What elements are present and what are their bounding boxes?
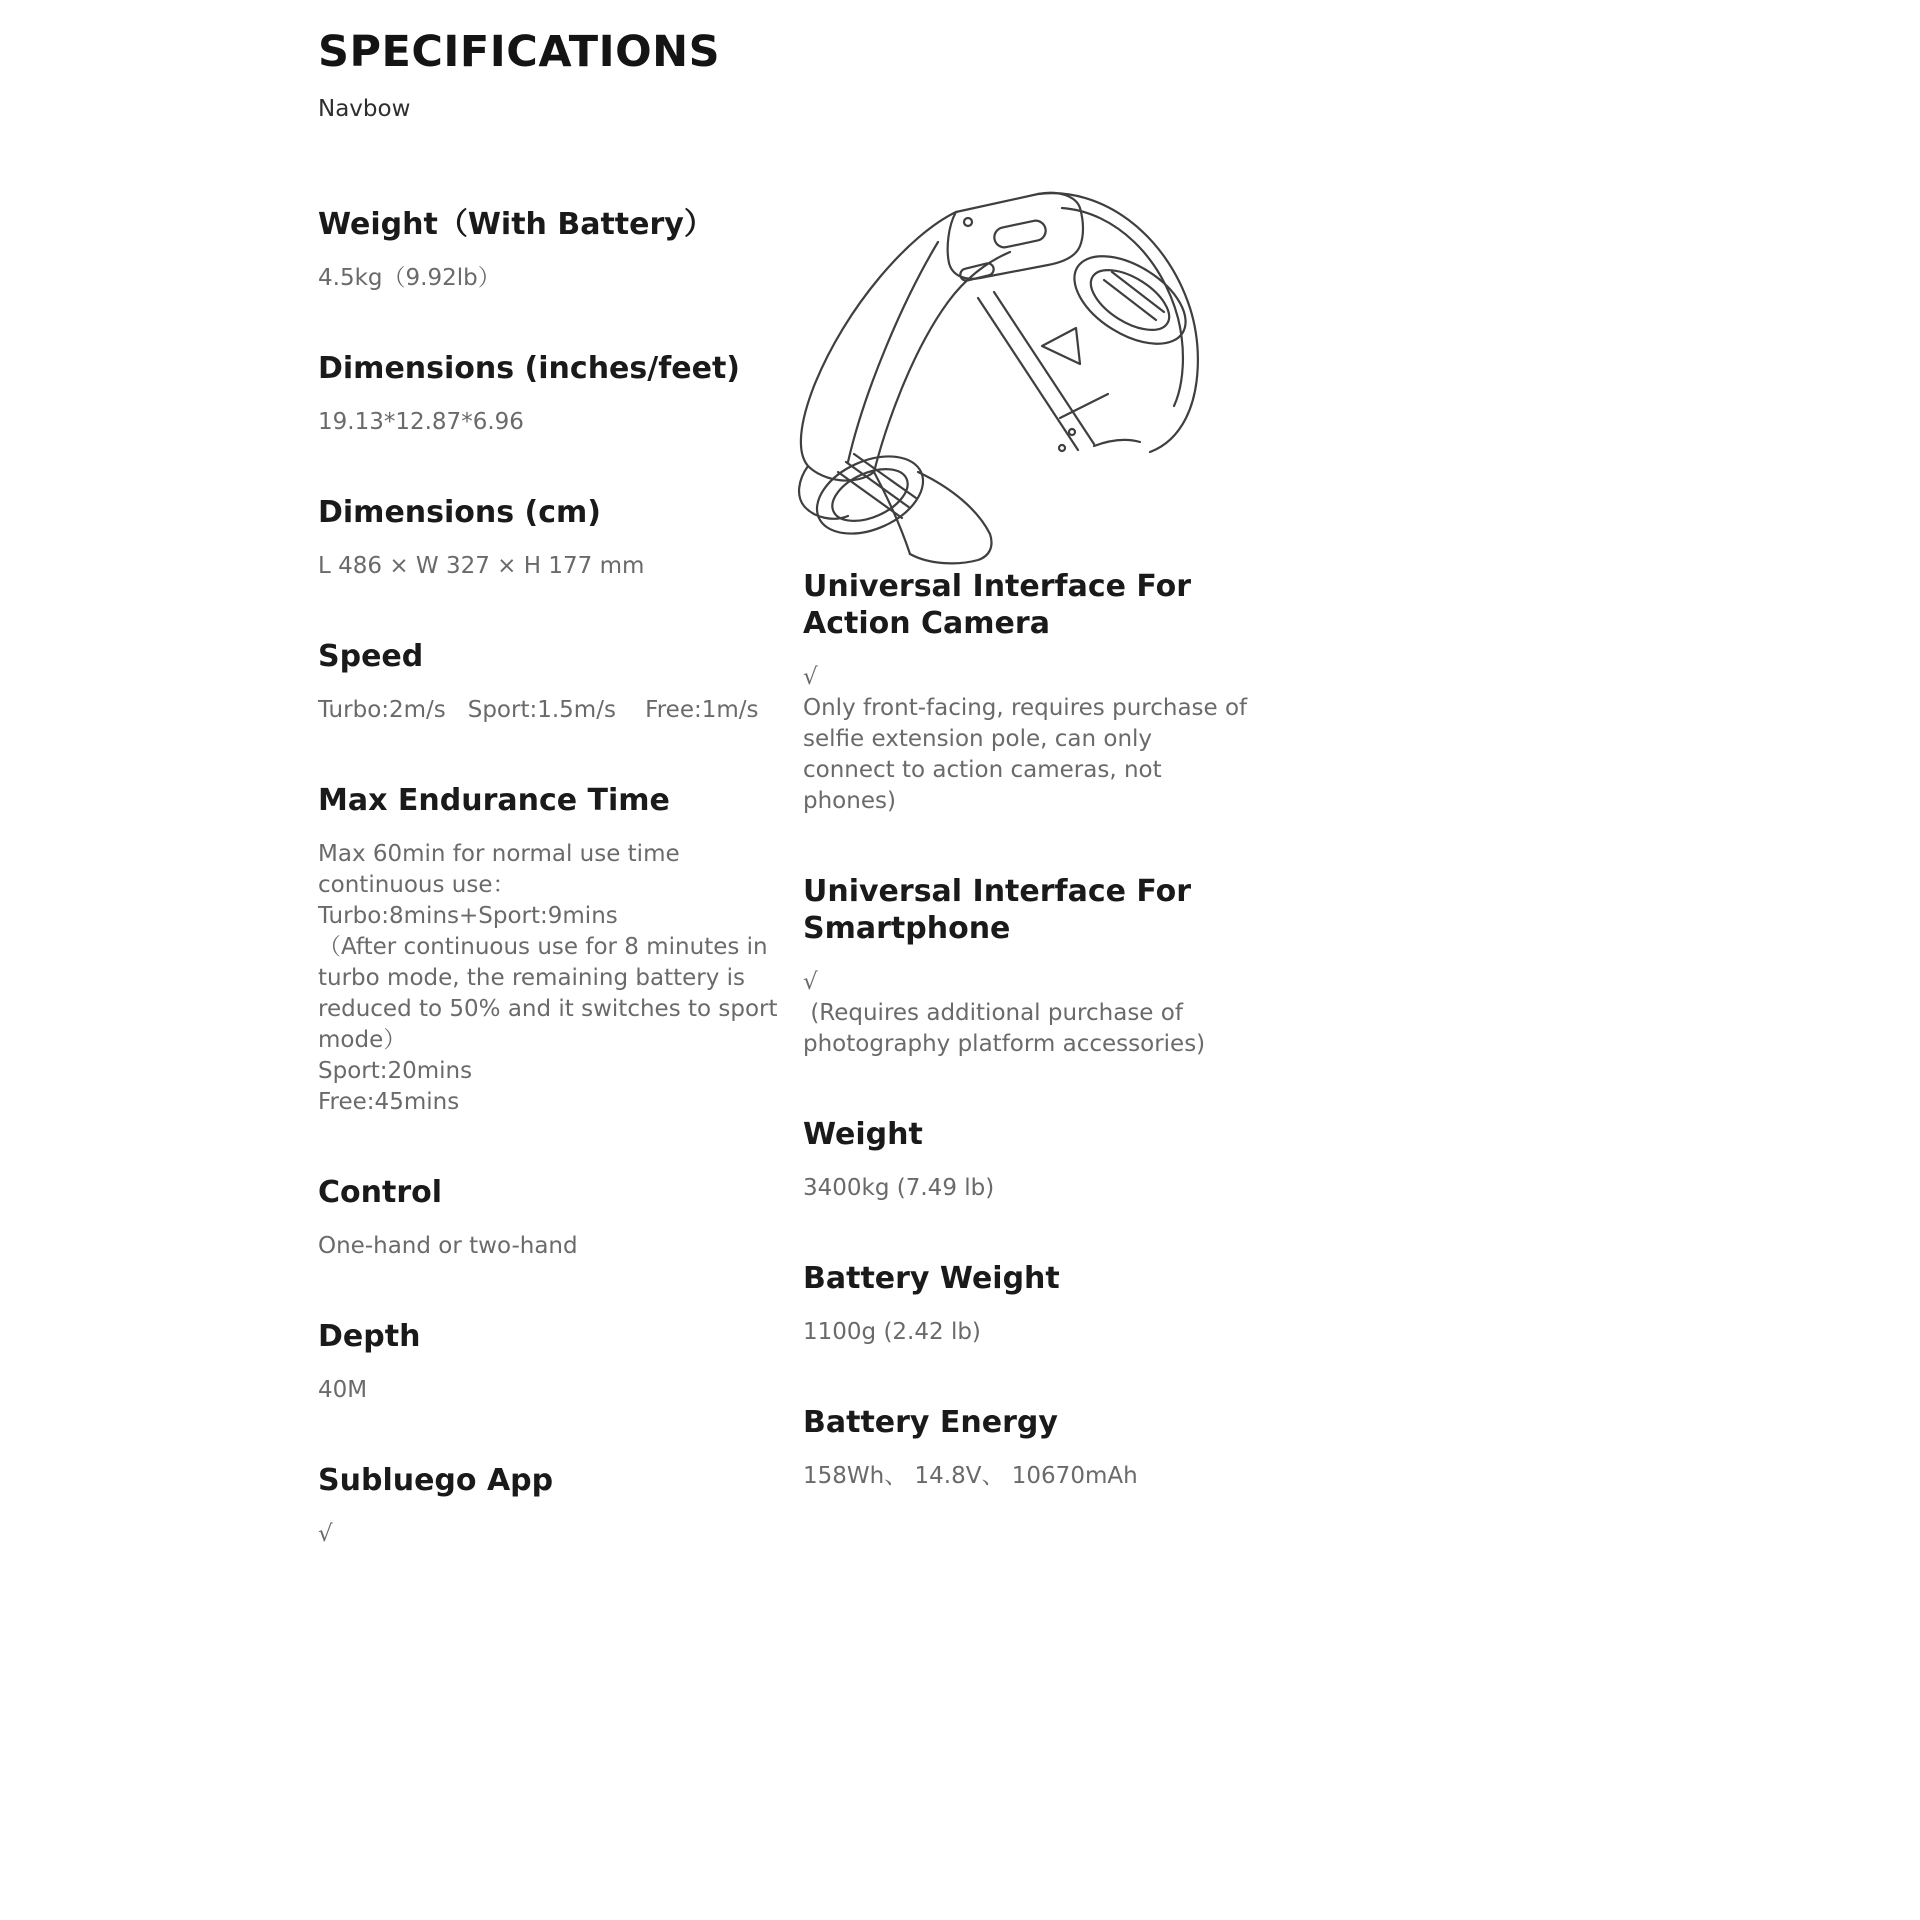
spec-value: Turbo:2m/s Sport:1.5m/s Free:1m/s: [318, 697, 759, 723]
spec-control: [318, 1174, 780, 1262]
spec-dimensions-inches: [318, 350, 780, 438]
spec-value-line: (Requires additional purchase of photography platform accessories): [803, 1000, 1206, 1057]
page-title: SPECIFICATIONS: [318, 27, 721, 77]
spec-heading: Universal Interface For Smartphone: [803, 874, 1192, 946]
spec-value: 19.13*12.87*6.96: [318, 409, 524, 435]
spec-interface-action-camera: [803, 568, 1255, 817]
spec-value-line: Turbo:8mins+Sport:9mins: [318, 903, 618, 929]
spec-heading: Control: [318, 1175, 443, 1210]
spec-heading: Subluego App: [318, 1463, 554, 1498]
left-column: [318, 27, 785, 1606]
spec-check-mark: √: [803, 664, 818, 690]
spec-heading: Dimensions (inches/feet): [318, 351, 741, 386]
spec-value: One-hand or two-hand: [318, 1233, 578, 1259]
spec-value: 3400kg (7.49 lb): [803, 1175, 995, 1201]
spec-depth: [318, 1318, 780, 1406]
spec-heading: Battery Weight: [803, 1261, 1060, 1296]
spec-heading: Speed: [318, 639, 424, 674]
spec-max-endurance-time: [318, 782, 785, 1118]
spec-value: √: [318, 1521, 333, 1547]
spec-battery-energy: [803, 1404, 1251, 1492]
spec-heading: Battery Energy: [803, 1405, 1058, 1440]
spec-value: 4.5kg（9.92lb）: [318, 265, 501, 291]
right-column: [803, 568, 1255, 1548]
spec-subluego-app: [318, 1462, 780, 1550]
spec-battery-weight: [803, 1260, 1251, 1348]
spec-value-line: （After continuous use for 8 minutes in turbo mode, the remaining battery is reduced to 50% and it switches to sport mode）: [318, 934, 785, 1053]
spec-heading: Universal Interface For Action Camera: [803, 569, 1192, 641]
spec-value: L 486 × W 327 × H 177 mm: [318, 553, 645, 579]
spec-heading: Max Endurance Time: [318, 783, 670, 818]
spec-value-line: Free:45mins: [318, 1089, 460, 1115]
spec-dimensions-cm: [318, 494, 780, 582]
product-name: Navbow: [318, 96, 411, 122]
spec-heading: Weight（With Battery）: [318, 207, 714, 242]
spec-weight-with-battery: [318, 206, 780, 294]
device-illustration: [742, 150, 1224, 568]
spec-value-line: Only front-facing, requires purchase of selfie extension pole, can only connect to action cameras, not phones): [803, 695, 1255, 814]
spec-heading: Dimensions (cm): [318, 495, 602, 530]
navbow-line-art-icon: [742, 150, 1224, 568]
spec-value-line: Max 60min for normal use time continuous use：: [318, 841, 687, 898]
spec-speed: [318, 638, 780, 726]
spec-value: 158Wh、 14.8V、 10670mAh: [803, 1463, 1138, 1489]
spec-value: 40M: [318, 1377, 368, 1403]
spec-heading: Depth: [318, 1319, 421, 1354]
spec-value: 1100g (2.42 lb): [803, 1319, 981, 1345]
spec-interface-smartphone: [803, 873, 1251, 1060]
spec-check-mark: √: [803, 969, 818, 995]
spec-value-line: Sport:20mins: [318, 1058, 473, 1084]
spec-weight: [803, 1116, 1251, 1204]
spec-heading: Weight: [803, 1117, 923, 1152]
